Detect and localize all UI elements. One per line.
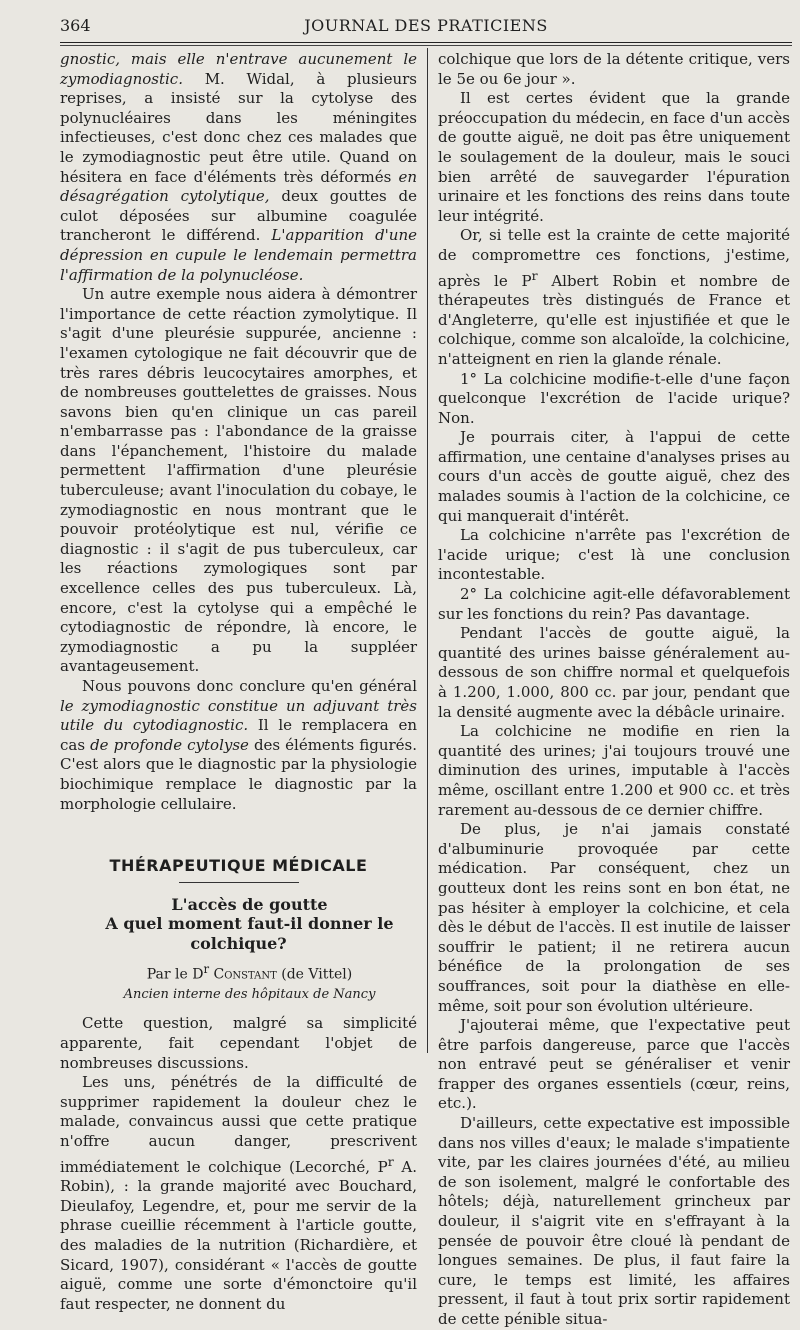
paragraph: 1° La colchicine modifie-t-elle d'une façon quelconque l'excrétion de l'acide urique? Non. <box>438 369 790 427</box>
paragraph: Un autre exemple nous aidera à démontrer l'importance de cette réaction zymolytique. Il s'agit d'une pleurésie suppurée, ancienne : l'examen cytologique ne fait découvrir que de très rares débris leucocytaires amorphes, et de nombreuses gouttelettes de graisses. Nous savons bien qu'en clinique un cas pareil n'embarrasse pas : l'abondance de la graisse dans l'épanchement, l'histoire du malade permettent l'affirmation d'une pleurésie tuberculeuse; avant l'inoculation du cobaye, le zymodiagnostic en nous montrant que le pouvoir protéolytique est nul, vérifie ce diagnostic : il s'agit de pus tuberculeux, car les réactions zymologiques sont par excellence celles des pus tuberculeux. Là, encore, c'est la cytolyse qui a empêché le cytodiagnostic de répondre, là encore, le zymodiagnostic a pu la suppléer avantageusement. <box>60 285 417 676</box>
italic-text: en désagrégation cytolytique, <box>60 167 417 206</box>
text: A. Robin), : la grande majorité avec Bouchard, Dieulafoy, Legendre, et, pour me servir de la phrase cueillie récemment à l'article goutte, des maladies de la nutrition (Richardière, et Sicard, 1907), considérant « l'accès de goutte aiguë, comme une sorte d'émonctoire qu'il faut respecter, ne donnent du <box>60 1157 417 1313</box>
paragraph: colchique que lors de la détente critique, vers le 5e ou 6e jour ». <box>438 50 790 88</box>
right-column <box>438 50 790 1330</box>
text: Nous pouvons donc conclure qu'en général <box>82 677 417 695</box>
italic-text: L'apparition d'une dépression en cupule le lendemain permettra l'affirmation de la polynucléose. <box>60 226 417 284</box>
article-subtitle: A quel moment faut-il donner le colchique? <box>105 914 394 953</box>
text: M. Widal, à plusieurs reprises, a insisté sur la cytolyse des polynucléaires dans les méningites infectieuses, c'est donc chez ces malades que le zymodiagnostic peut être utile. Quand on hésitera en face d'éléments très déformés <box>60 69 417 186</box>
page-number: 364 <box>60 16 91 35</box>
paragraph <box>60 1073 417 1314</box>
page-header <box>60 14 792 40</box>
italic-text: gnostic, mais elle n'entrave aucunement le zymodiagnostic. <box>60 50 417 88</box>
paragraph: J'ajouterai même, que l'expectative peut être parfois dangereuse, parce que l'accès non entravé peut se généraliser et venir frapper des organes essentiels (cœur, reins, etc.). <box>438 1016 790 1113</box>
header-rule-thin <box>60 45 792 46</box>
superscript: r <box>203 961 210 976</box>
header-rule <box>60 42 792 43</box>
author-name: Constant <box>209 966 277 983</box>
paragraph: La colchicine ne modifie en rien la quantité des urines; j'ai toujours trouvé une diminution des urines, imputable à l'accès même, oscillant entre 1.200 et 900 cc. et très rarement au-dessous de ce dernier chiffre. <box>438 722 790 819</box>
paragraph: 2° La colchicine agit-elle défavorablement sur les fonctions du rein? Pas davantage. <box>438 585 790 623</box>
paragraph: D'ailleurs, cette expectative est impossible dans nos villes d'eaux; le malade s'impatiente vite, par les claires journées d'été, au milieu de son isolement, malgré le confortable des hôtels; déjà, naturellement grincheux par douleur, il s'aigrit vite en s'effrayant à la pensée de pouvoir être cloué là pendant de longues semaines. De plus, il faut faire la cure, le temps est limité, les affaires pressent, il faut à tout prix sortir rapidement de cette pénible situa- <box>438 1114 790 1328</box>
paragraph <box>438 226 790 369</box>
left-column <box>60 50 417 1314</box>
author-affiliation: Ancien interne des hôpitaux de Nancy <box>123 986 376 1002</box>
italic-text: le zymodiagnostic constitue un adjuvant très utile du cytodiagnostic. <box>60 696 417 735</box>
article-title: L'accès de goutte <box>171 894 328 914</box>
text: des éléments figurés. C'est alors que le diagnostic par la physiologie biochimique remplace le diagnostic par la morphologie cellulaire. <box>60 735 417 813</box>
section-heading: THÉRAPEUTIQUE MÉDICALE <box>109 856 368 876</box>
italic-text: de profonde cytolyse <box>90 735 249 754</box>
superscript: r <box>531 267 538 283</box>
text: Par le D <box>146 966 204 983</box>
paragraph <box>60 677 417 814</box>
byline <box>60 960 417 985</box>
text: Albert Robin et nombre de thérapeutes très distingués de France et d'Angleterre, qu'elle est injustifiée et que le colchique, comme son alcaloïde, la colchicine, n'atteignent en rien la glande rénale. <box>438 271 790 368</box>
text: Il le remplacera en cas <box>60 716 417 754</box>
paragraph: Je pourrais citer, à l'appui de cette affirmation, une centaine d'analyses prises au cours d'un accès de goutte aiguë, chez des malades soumis à l'action de la colchicine, ce qui manquerait d'intérêt. <box>438 428 790 525</box>
text: Or, si telle est la crainte de cette majorité de compromettre ces fonctions, j'estime, après le P <box>438 226 790 290</box>
text: (de Vittel) <box>276 966 353 983</box>
section-rule <box>179 882 299 883</box>
superscript: r <box>387 1153 394 1169</box>
column-divider <box>427 48 428 1053</box>
paragraph: La colchicine n'arrête pas l'excrétion de l'acide urique; c'est là une conclusion incontestable. <box>438 526 790 584</box>
paragraph: Cette question, malgré sa simplicité apparente, fait cependant l'objet de nombreuses discussions. <box>60 1014 417 1072</box>
paragraph: De plus, je n'ai jamais constaté d'albuminurie provoquée par cette médication. Par conséquent, chez un goutteux dont les reins sont en bon état, ne pas hésiter à employer la colchicine, et cela dès le début de l'accès. Il est inutile de laisser souffrir le patient; il ne retirera aucun bénéfice de la prolongation de ses souffrances, soit pour la diathèse en elle-même, soit pour son évolution ultérieure. <box>438 820 790 1015</box>
text: Les uns, pénétrés de la difficulté de supprimer rapidement la douleur chez le malade, convaincus aussi que cette pratique n'offre aucun danger, prescrivent immédiatement le colchique (Lecorché, P <box>60 1073 417 1176</box>
text: deux gouttes de culot déposées sur albumine coagulée trancheront le différend. <box>60 187 417 245</box>
paragraph <box>60 50 417 285</box>
paragraph: Il est certes évident que la grande préoccupation du médecin, en face d'un accès de goutte aiguë, ne doit pas être uniquement le soulagement de la douleur, mais le souci bien arrêté de sauvegarder l'épuration urinaire et les fonctions des reins dans toute leur intégrité. <box>438 89 790 225</box>
journal-title: JOURNAL DES PRATICIENS <box>304 16 548 35</box>
paragraph: Pendant l'accès de goutte aiguë, la quantité des urines baisse généralement au-dessous de son chiffre normal et quelquefois à 1.200, 1.000, 800 cc. par jour, pendant que la densité augmente avec la débâcle urinaire. <box>438 624 790 721</box>
